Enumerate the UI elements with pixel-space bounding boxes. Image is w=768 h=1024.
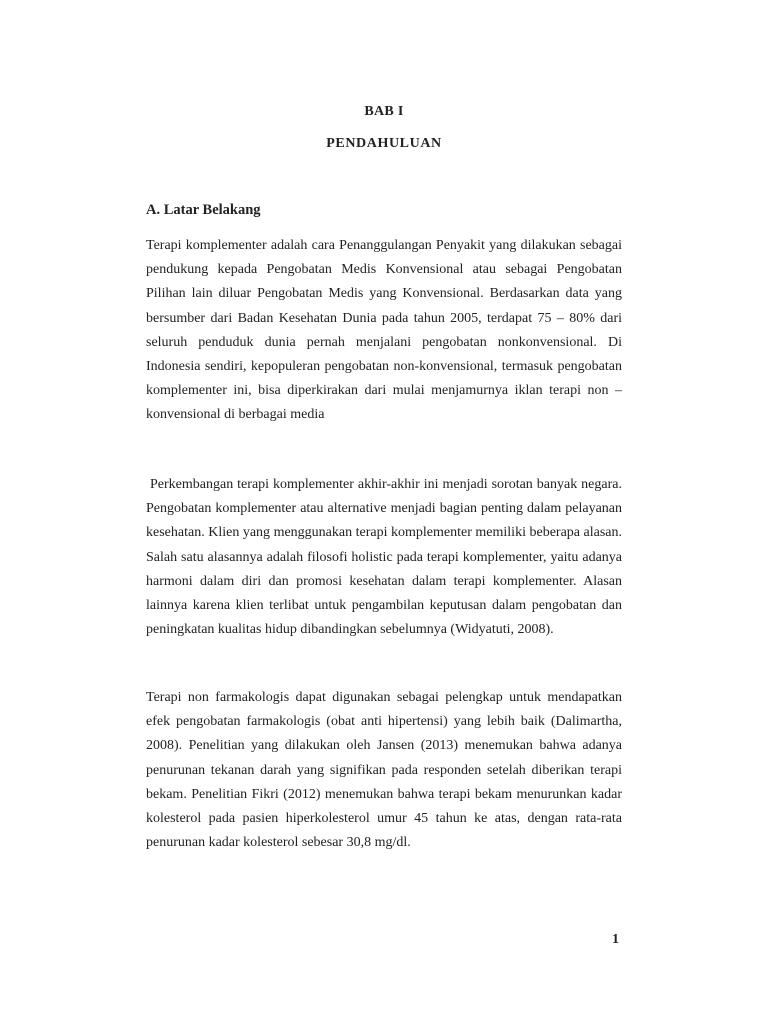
paragraph-3: Terapi non farmakologis dapat digunakan sebagai pelengkap untuk mendapatkan efek pengobatan farmakologis (obat anti hipertensi) yang lebih baik (Dalimartha, 2008). Penelitian yang dilakukan oleh Jansen (2013) menemukan bahwa adanya penurunan tekanan darah yang signifikan pada responden setelah diberikan terapi bekam. Penelitian Fikri (2012) menemukan bahwa terapi bekam menurunkan kadar kolesterol pada pasien hiperkolesterol umur 45 tahun ke atas, dengan rata-rata penurunan kadar kolesterol sebesar 30,8 mg/dl.	[146, 690, 622, 851]
paragraph-1: Terapi komplementer adalah cara Penanggulangan Penyakit yang dilakukan sebagai pendukung kepada Pengobatan Medis Konvensional atau sebagai Pengobatan Pilihan lain diluar Pengobatan Medis yang Konvensional. Berdasarkan data yang bersumber dari Badan Kesehatan Dunia pada tahun 2005, terdapat 75 – 80% dari seluruh penduduk dunia pernah menjalani pengobatan nonkonvensional. Di Indonesia sendiri, kepopuleran pengobatan non-konvensional, termasuk pengobatan komplementer ini, bisa diperkirakan dari mulai menjamurnya iklan terapi non – konvensional di berbagai media	[146, 238, 622, 423]
page-number: 1	[612, 932, 619, 947]
chapter-number: BAB I	[364, 104, 404, 119]
paragraph-2: Perkembangan terapi komplementer akhir-akhir ini menjadi sorotan banyak negara. Pengobatan komplementer atau alternative menjadi bagian penting dalam pelayanan kesehatan. Klien yang menggunakan terapi komplementer memiliki beberapa alasan. Salah satu alasannya adalah filosofi holistic pada terapi komplementer, yaitu adanya harmoni dalam diri dan promosi kesehatan dalam terapi komplementer. Alasan lainnya karena klien terlibat untuk pengambilan keputusan dalam pengobatan dan peningkatan kualitas hidup dibandingkan sebelumnya (Widyatuti, 2008).	[146, 477, 622, 638]
chapter-title: PENDAHULUAN	[326, 136, 442, 151]
section-heading: A. Latar Belakang	[146, 202, 261, 218]
